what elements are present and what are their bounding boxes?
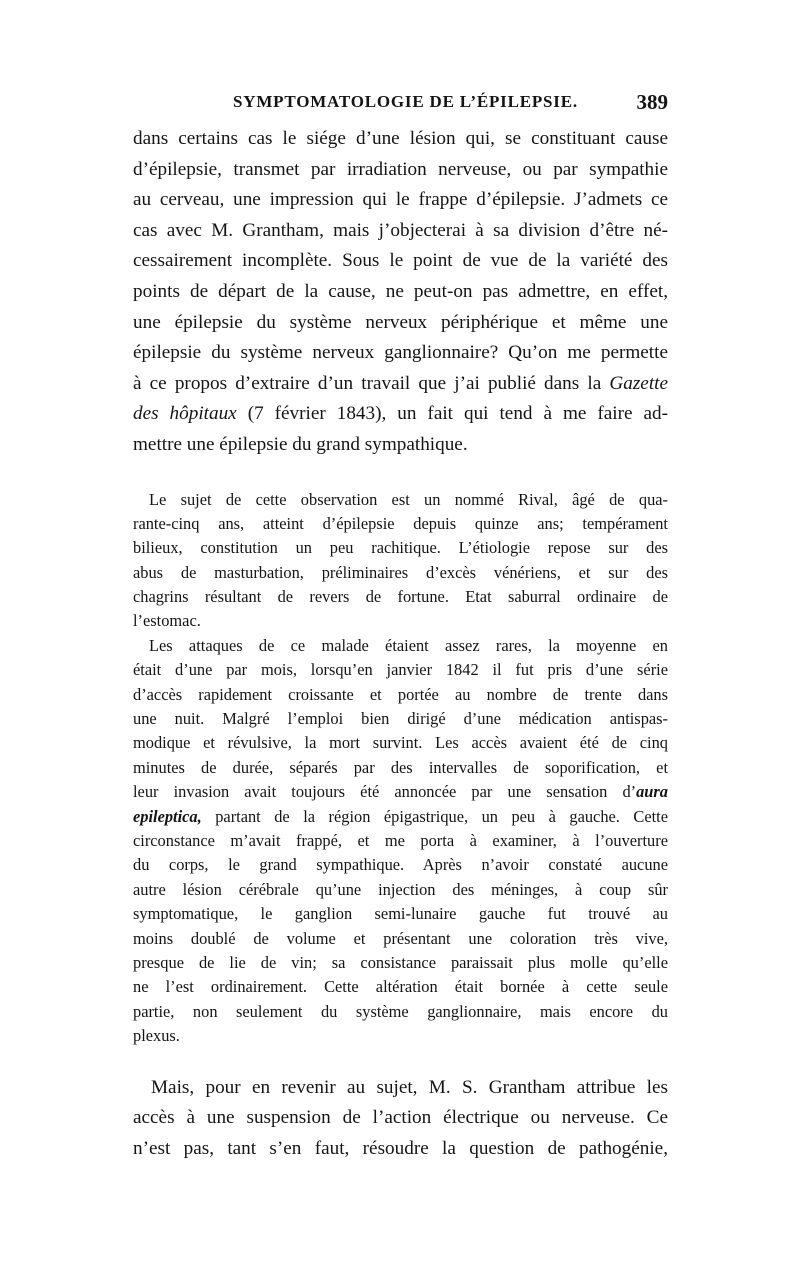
italic-term-aura: aura <box>636 782 668 802</box>
text-line: autre lésion cérébrale qu’une injection des méninges, à coup sûr <box>133 879 668 899</box>
text-line: ne l’est ordinairement. Cette altération était bornée à cette seule <box>133 977 668 997</box>
text-line: cas avec M. Grantham, mais j’objecterai à sa division d’être né- <box>133 219 668 241</box>
paragraph-1 <box>133 124 668 461</box>
text-line: une épilepsie du système nerveux périphérique et même une <box>133 311 668 333</box>
text-line <box>133 399 668 430</box>
text-line: d’épilepsie, transmet par irradiation nerveuse, ou par sympathie <box>133 158 668 180</box>
italic-title-gazette: Gazette <box>609 372 668 394</box>
text-line <box>133 369 668 400</box>
text-line: Mais, pour en revenir au sujet, M. S. Grantham attribue les <box>151 1076 668 1098</box>
text-line: points de départ de la cause, ne peut-on pas admettre, en effet, <box>133 280 668 302</box>
italic-term-epileptica: epileptica, <box>133 806 202 826</box>
text-line: minutes de durée, séparés par des intervalles de soporification, et <box>133 757 668 777</box>
text-line: Les attaques de ce malade étaient assez rares, la moyenne en <box>149 635 668 655</box>
text-line: d’accès rapidement croissante et portée au nombre de trente dans <box>133 684 668 704</box>
text-line: abus de masturbation, préliminaires d’excès vénériens, et sur des <box>133 562 668 582</box>
text-line: au cerveau, une impression qui le frappe d’épilepsie. J’admets ce <box>133 189 668 211</box>
page-header <box>133 90 668 118</box>
text-line: chagrins résultant de revers de fortune. Etat saburral ordinaire de <box>133 587 668 607</box>
text-line: épilepsie du système nerveux ganglionnaire? Qu’on me permette <box>133 342 668 364</box>
text-span: à ce propos d’extraire d’un travail que j’ai publié dans la <box>133 372 602 394</box>
text-line: presque de lie de vin; sa consistance paraissait plus molle qu’elle <box>133 952 668 972</box>
text-line: plexus. <box>133 1026 180 1046</box>
observation-paragraph-1 <box>133 488 668 634</box>
italic-title-hopitaux: des hôpitaux <box>133 403 237 425</box>
text-line: symptomatique, le ganglion semi-lunaire gauche fut trouvé au <box>133 904 668 924</box>
text-line: cessairement incomplète. Sous le point de vue de la variété des <box>133 250 668 272</box>
page-body <box>133 124 668 1164</box>
text-span: (7 février 1843), un fait qui tend à me faire ad- <box>247 403 668 425</box>
text-line: bilieux, constitution un peu rachitique. L’étiologie repose sur des <box>133 538 668 558</box>
observation-paragraph-2 <box>133 634 668 1049</box>
text-line: partie, non seulement du système ganglionnaire, mais encore du <box>133 1001 668 1021</box>
text-line: modique et révulsive, la mort survint. Les accès avaient été de cinq <box>133 733 668 753</box>
text-line: n’est pas, tant s’en faut, résoudre la question de pathogénie, <box>133 1137 668 1159</box>
text-line: circonstance m’avait frappé, et me porta à examiner, à l’ouverture <box>133 831 668 850</box>
running-head: SYMPTOMATOLOGIE DE L’ÉPILEPSIE. <box>233 92 578 111</box>
text-line: accès à une suspension de l’action électrique ou nerveuse. Ce <box>133 1107 668 1129</box>
paragraph-2 <box>133 1073 668 1165</box>
text-line: mettre une épilepsie du grand sympathique. <box>133 433 468 455</box>
text-line <box>133 780 668 804</box>
text-span: leur invasion avait toujours été annoncée par une sensation d’ <box>133 782 637 802</box>
text-line: du corps, le grand sympathique. Après n’avoir constaté aucune <box>133 855 668 875</box>
page-number: 389 <box>636 90 668 114</box>
text-line: une nuit. Malgré l’emploi bien dirigé d’une médication antispas- <box>133 709 668 729</box>
text-span: partant de la région épigastrique, un peu à gauche. Cette <box>215 806 668 826</box>
text-line: l’estomac. <box>133 611 201 631</box>
text-line <box>133 805 668 829</box>
text-line: rante-cinq ans, atteint d’épilepsie depuis quinze ans; tempérament <box>133 513 668 533</box>
text-line: était d’une par mois, lorsqu’en janvier 1842 il fut pris d’une série <box>133 660 668 680</box>
text-line: moins doublé de volume et présentant une coloration très vive, <box>133 928 668 948</box>
text-line: dans certains cas le siége d’une lésion qui, se constituant cause <box>133 128 668 149</box>
text-line: Le sujet de cette observation est un nommé Rival, âgé de qua- <box>149 489 668 509</box>
